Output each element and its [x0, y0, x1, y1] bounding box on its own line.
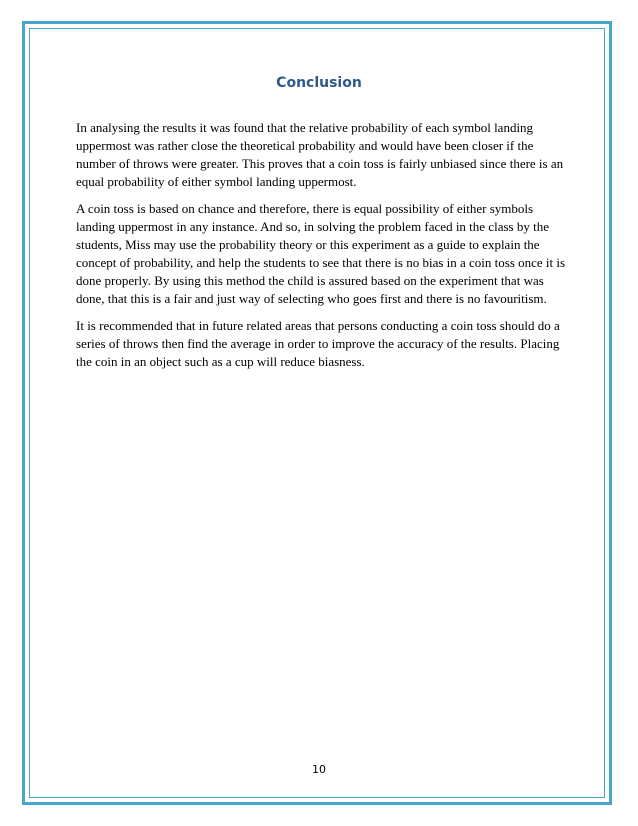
page-number: 10: [312, 763, 326, 776]
section-heading: Conclusion: [276, 75, 362, 91]
paragraph-chance: A coin toss is based on chance and therefore, there is equal possibility of either symbols landing uppermost in any instance. And so, in solving the problem faced in the class by the students, Miss may use the probability theory or this experiment as a guide to explain the concept of probability, and help the students to see that there is no bias in a coin toss once it is done properly. By using this method the child is assured based on the experiment that was done, that this is a fair and just way of selecting who goes first and there is no favouritism.: [76, 201, 566, 306]
paragraph-recommendation: It is recommended that in future related areas that persons conducting a coin toss should do a series of throws then find the average in order to improve the accuracy of the results. Placing the coin in an object such as a cup will reduce biasness.: [76, 318, 560, 369]
paragraph-results: In analysing the results it was found that the relative probability of each symbol landing uppermost was rather close the theoretical probability and would have been closer if the number of throws were greater. This proves that a coin toss is fairly unbiased since there is an equal probability of either symbol landing uppermost.: [76, 120, 564, 189]
document-body: [76, 119, 566, 380]
